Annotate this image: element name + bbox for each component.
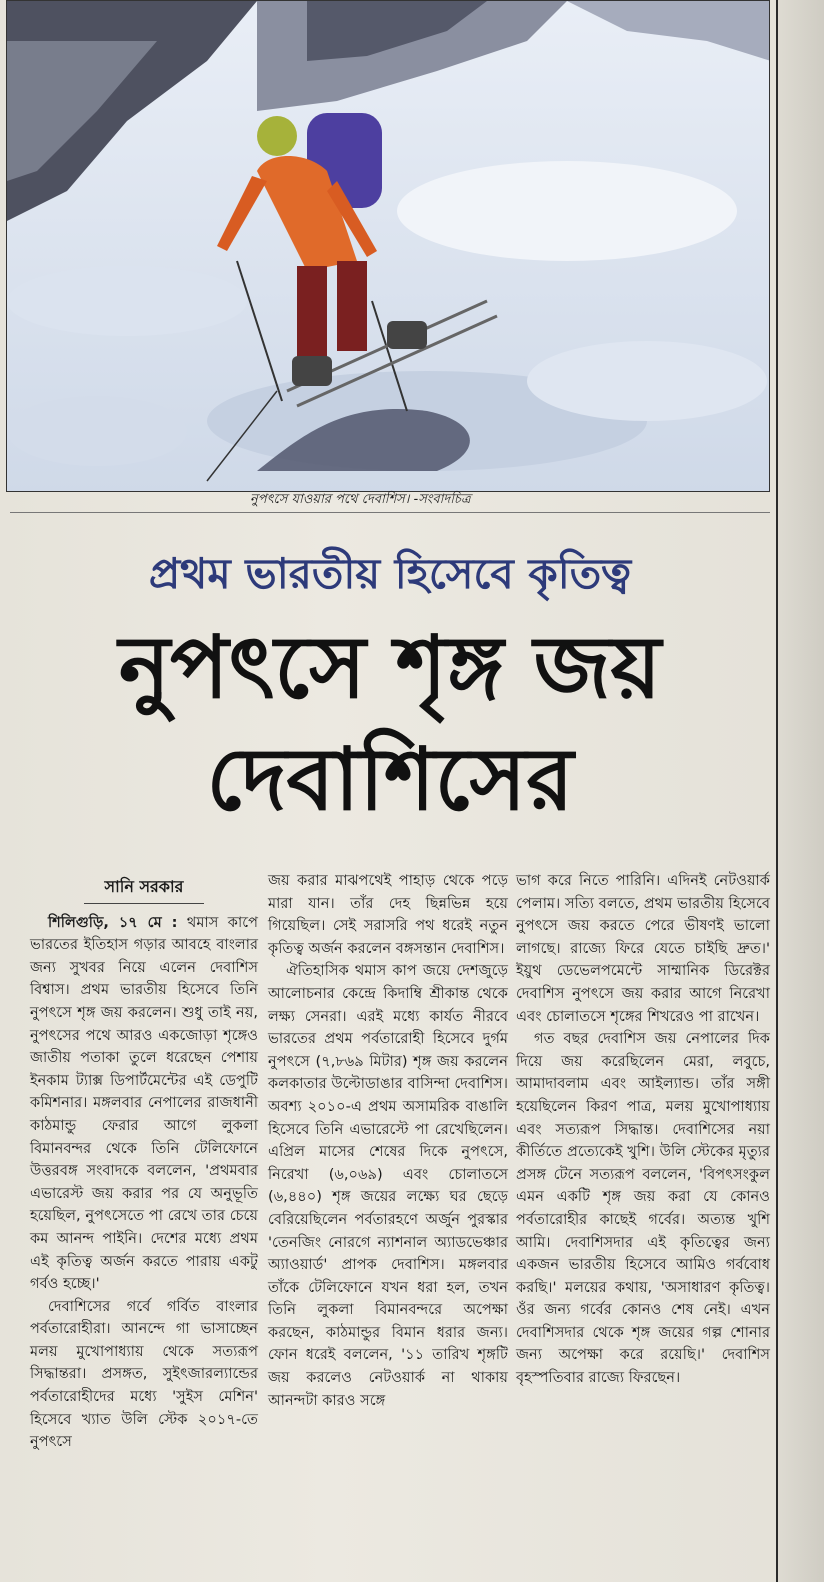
photo-caption: নুপৎসে যাওয়ার পথে দেবাশিস। -সংবাদচিত্র <box>250 492 471 507</box>
column-divider <box>776 0 778 1582</box>
divider <box>10 512 770 513</box>
paragraph <box>30 912 258 1296</box>
paragraph: ভাগ করে নিতে পারিনি। এদিনই নেটওয়ার্ক পেলাম। সত্যি বলতে, প্রথম ভারতীয় হিসেবে নুপৎসে জয় করতে পেরে ভীষণই ভালো লাগছে। রাজ্যে ফিরে যেতে চাইছি দ্রুত।' ইয়ুথ ডেভেলপমেন্টে সাম্মানিক ডিরেক্টর দেবাশিস নুপৎসে জয় করার আগে নিরেখা এবং চোলাতসে শৃঙ্গের শিখরেও পা রাখেন। <box>516 872 770 1025</box>
paragraph: ঐতিহাসিক থমাস কাপ জয়ে দেশজুড়ে আলোচনার কেন্দ্রে কিদাম্বি শ্রীকান্ত থেকে লক্ষ্য সেনরা। এরই মধ্যে কার্যত নীরবে ভারতের প্রথম পর্বতারোহী হিসেবে দুর্গম নুপৎসে (৭,৮৬৯ মিটার) শৃঙ্গ জয় করলেন কলকাতার উল্টোডাঙার বাসিন্দা দেবাশিস। অবশ্য ২০১০-এ প্রথম অসামরিক বাঙালি হিসেবে তিনি এভারেস্টে পা রেখেছিলেন। এপ্রিল মাসের শেষের দিকে নুপৎসে, নিরেখা (৬,০৬৯) এবং চোলাতসে (৬,৪৪০) শৃঙ্গ জয়ের লক্ষ্যে ঘর ছেড়ে বেরিয়েছিলেন পর্বতারহণে অর্জুন পুরস্কার 'তেনজিং নোরগে ন্যাশনাল অ্যাডভেঞ্চার অ্যাওয়ার্ড' প্রাপক দেবাশিস। মঙ্গলবার তাঁকে টেলিফোনে যখন ধরা হল, তখন তিনি লুকলা বিমানবন্দরে অপেক্ষা করছেন, কাঠমান্ডুর বিমান ধরার জন্য। ফোন ধরেই বললেন, '১১ তারিখ শৃঙ্গটি জয় করলেও নেটওয়ার্ক না থাকায় আনন্দটা কারও সঙ্গে <box>268 962 508 1409</box>
byline-rule <box>84 903 204 904</box>
mountaineer-photo <box>6 0 770 492</box>
paragraph: গত বছর দেবাশিস জয় নেপালের দিক দিয়ে জয় করেছিলেন মেরা, লবুচে, আমাদাবলাম এবং আইল্যান্ড। তাঁর সঙ্গী হয়েছিলেন কিরণ পাত্র, মলয় মুখোপাধ্যায় এবং সত্যরূপ সিদ্ধান্ত। দেবাশিসের নয়া কীর্তিতে প্রত্যেকেই খুশি। উলি স্টেকের মৃত্যুর প্রসঙ্গ টেনে সত্যরূপ বললেন, 'বিপৎসংকুল এমন একটি শৃঙ্গ জয় করা যে কোনও পর্বতারোহীর কাছেই গর্বের। অত্যন্ত খুশি আমি। দেবাশিসদার এই কৃতিত্বের জন্য একজন ভারতীয় হিসেবে আমিও গর্ববোধ করছি।' মলয়ের কথায়, 'অসাধারণ কৃতিত্ব। ওঁর জন্য গর্বের কোনও শেষ নেই। এখন দেবাশিসদার থেকে শৃঙ্গ জয়ের গল্প শোনার জন্য অপেক্ষা করে রয়েছি।' দেবাশিস বৃহস্পতিবার রাজ্যে ফিরছেন। <box>516 1030 770 1387</box>
paragraph-text: থমাস কাপে ভারতের ইতিহাস গড়ার আবহে বাংলার জন্য সুখবর নিয়ে এলেন দেবাশিস বিশ্বাস। প্রথম ভারতীয় হিসেবে তিনি নুপৎসে শৃঙ্গ জয় করলেন। শুধু তাই নয়, নুপৎসের পথে আরও একজোড়া শৃঙ্গেও জাতীয় পতাকা তুলে ধরেছেন পেশায় ইনকাম ট্যাক্স ডিপার্টমেন্টের এই ডেপুটি কমিশনার। মঙ্গলবার নেপালের রাজধানী কাঠমান্ডু ফেরার আগে লুকলা বিমানবন্দর থেকে তিনি টেলিফোনে উত্তরবঙ্গ সংবাদকে বললেন, 'প্রথমবার এভারেস্ট জয় করার পর যে অনুভূতি হয়েছিল, নুপৎসেতে পা রেখে তার চেয়ে কম আনন্দ পাইনি। দেশের মধ্যে প্রথম এই কৃতিত্ব অর্জন করতে পারায় একটু গর্বও হচ্ছে।' <box>30 913 258 1293</box>
paragraph: দেবাশিসের গর্বে গর্বিত বাংলার পর্বতারোহীরা। আনন্দে গা ভাসাচ্ছেন মলয় মুখোপাধ্যায় থেকে সত্যরূপ সিদ্ধান্তরা। প্রসঙ্গত, সুইৎজারল্যান্ডের পর্বতারোহীদের মধ্যে 'সুইস মেশিন' হিসেবে খ্যাত উলি স্টেক ২০১৭-তে নুপৎসে <box>30 1297 258 1451</box>
article-column-1 <box>30 876 258 1454</box>
article-column-2 <box>268 870 508 1412</box>
kicker-headline: প্রথম ভারতীয় হিসেবে কৃতিত্ব <box>148 549 632 598</box>
paragraph: জয় করার মাঝপথেই পাহাড় থেকে পড়ে মারা যান। তাঁর দেহ ছিন্নভিন্ন হয়ে গিয়েছিল। সেই সরাসরি পথ ধরেই নতুন কৃতিত্ব অর্জন করলেন বঙ্গসন্তান দেবাশিস। <box>268 872 508 957</box>
main-headline <box>70 612 710 852</box>
article-column-3 <box>516 870 770 1390</box>
page-edge <box>778 0 824 1582</box>
headline-line-1: নুপৎসে শৃঙ্গ জয় <box>118 618 662 718</box>
mountaineer-photo-icon <box>7 1 770 492</box>
headline-line-2: দেবাশিসের <box>206 730 574 830</box>
dateline: শিলিগুড়ি, ১৭ মে : <box>48 913 178 931</box>
byline: সানি সরকার <box>104 877 184 896</box>
